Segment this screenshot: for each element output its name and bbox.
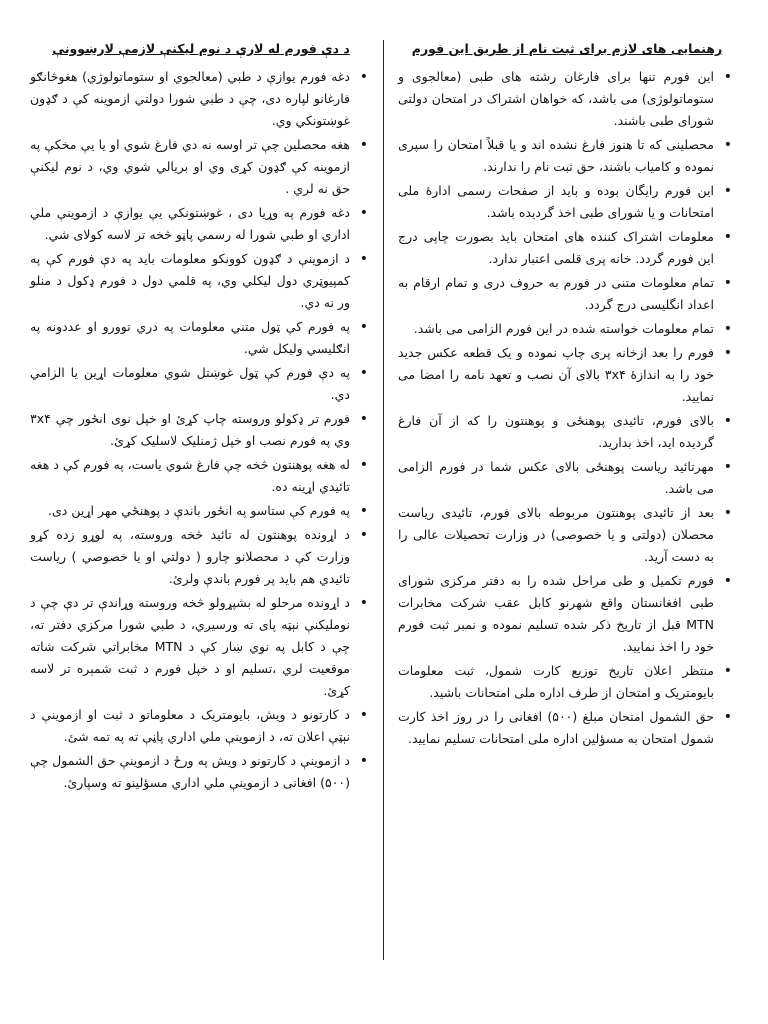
guideline-item: • د اړونده پوهنتون له تائید څخه وروسته، په لوړو زده کړو وزارت کې د محصلانو چارو ( دولتي او یا خصوصي ) ریاست تائیدي هم باید پر فورم باندې ولرئ. xyxy=(30,524,372,590)
guideline-item: • محصلینی که تا هنوز فارغ نشده اند و یا قبلاً امتحان را سپری نموده و کامیاب باشند، حق ثبت نام را ندارند. xyxy=(398,134,736,178)
guideline-item: • بالای فورم، تائیدی پوهنځی و پوهنتون را که از آن فارغ گردیده اید، اخذ بدارید. xyxy=(398,410,736,454)
guideline-item: • دغه فورم په وړیا دی ، غوښتونکي یې یوازې د ازموینې ملي اداري او طبي شورا له رسمي پاڼو څخه تر لاسه کولای شي. xyxy=(30,202,372,246)
guideline-item: • تمام معلومات متنی در فورم به حروف دری و تمام ارقام به اعداد انگلیسی درج گردد. xyxy=(398,272,736,316)
guideline-item: • این فورم تنها برای فارغان رشته های طبی (معالجوی و ستوماتولوژی) می باشد، که خواهان اشتراک در امتحان دولتی شورای طبی باشند. xyxy=(398,66,736,132)
guideline-item: • د ازموینې د ګډون کوونکو معلومات باید په دې فورم کې په کمپیوټري دول لیکلي وي، په قلمي دول د فورم ډکول د منلو ور نه دي. xyxy=(30,248,372,314)
dari-guidelines-column xyxy=(398,38,736,752)
guideline-item: • هغه محصلین چې تر اوسه نه دي فارغ شوي او یا یې مخکې په ازموینه کې ګډون کړی وي او بریالي شوي وي، د نوم لیکنې حق نه لري . xyxy=(30,134,372,200)
guideline-item: • فورم تر ډکولو وروسته چاپ کړئ او خپل نوی انځور چې ۳x۴ وي په فورم نصب او خپل ژمنلیک لاسلیک کړئ. xyxy=(30,408,372,452)
guideline-item: • له هغه پوهنتون څخه چې فارغ شوي یاست، په فورم کې د هغه تائیدي اړینه ده. xyxy=(30,454,372,498)
guideline-item: • بعد از تائیدی پوهنتون مربوطه بالای فورم، تائیدی ریاست محصلان (دولتی و یا خصوصی) در وزارت تحصیلات عالی را به دست آرید. xyxy=(398,502,736,568)
guideline-item: • فورم را بعد ازخانه پری چاپ نموده و یک قطعه عکس جدید خود را به اندازهٔ ۳x۴ بالای آن نصب و تعهد نامه را امضا می نمایید. xyxy=(398,342,736,408)
pashto-guidelines-list xyxy=(30,66,372,794)
guideline-item: • دغه فورم یوازې د طبي (معالجوي او ستوماتولوژي) هغوڅانګو فارغانو لپاره دی، چې د طبي شورا دولتي ازموینه کې د ګډون غوښتونکي وي. xyxy=(30,66,372,132)
pashto-guidelines-heading: د دې فورم له لارې د نوم لیکنې لازمې لارښوونې xyxy=(52,41,350,56)
guideline-item: • د اړونده مرحلو له بشپړولو څخه وروسته وړاندې تر دې چې د نوملیکنې نېټه پای ته ورسیږي، د طبي شورا مرکزي دفتر ته، چې د کابل په نوي ښار کې د MTN مخابراتي شرکت شاته موقعیت لري ،تسلیم او د خپل فورم د ثبت شمېره تر لاسه کړئ. xyxy=(30,592,372,702)
pashto-guidelines-column xyxy=(30,38,372,796)
guideline-item: • منتظر اعلان تاریخ توزیع کارت شمول، ثبت معلومات بایومتریک و امتحان از طرف اداره ملی امتحانات باشید. xyxy=(398,660,736,704)
guideline-item: • حق الشمول امتحان مبلغ (۵۰۰) افغانی را در روز اخذ کارت شمول امتحان به مسؤلین اداره ملی امتحانات تسلیم نمایید. xyxy=(398,706,736,750)
guideline-item: • په دې فورم کې ټول غوښتل شوي معلومات اړین یا الزامي دي. xyxy=(30,362,372,406)
guideline-item: • د ازموینې د کارتونو د ویش په ورځ د ازموینې حق الشمول چې (۵۰۰) افغانی د ازموینې ملي اداري مسؤلینو ته وسپارئ. xyxy=(30,750,372,794)
dari-guidelines-list xyxy=(398,66,736,750)
guideline-item: • مهرتائید ریاست پوهنځی بالای عکس شما در فورم الزامی می باشد. xyxy=(398,456,736,500)
guideline-item: • په فورم کې ستاسو په انځور باندې د پوهنځي مهر اړین دی. xyxy=(30,500,372,522)
column-divider xyxy=(383,40,384,960)
guideline-item: • این فورم رایگان بوده و باید از صفحات رسمی ادارهٔ ملی امتحانات و یا شورای طبی اخذ گردیده باشد. xyxy=(398,180,736,224)
guideline-item: • فورم تکمیل و طی مراحل شده را به دفتر مرکزی شورای طبی افغانستان واقع شهرنو کابل عقب شرکت مخابرات MTN قبل از تاریخ ذکر شده تسلیم نموده و نمبر ثبت فورم خود را اخذ نمایید. xyxy=(398,570,736,658)
guideline-item: • معلومات اشتراک کننده های امتحان باید بصورت چاپی درج این فورم گردد. خانه پری قلمی اعتبار ندارد. xyxy=(398,226,736,270)
dari-guidelines-heading: رهنمایی های لازم برای ثبت نام از طریق این فورم xyxy=(411,41,723,56)
guideline-item: • په فورم کې ټول متني معلومات په دري توورو او عددونه په انګلیسي ولیکل شي. xyxy=(30,316,372,360)
guideline-item: • تمام معلومات خواسته شده در این فورم الزامی می باشد. xyxy=(398,318,736,340)
guideline-item: • د کارتونو د ویش، بایومتریک د معلوماتو د ثبت او ازموینې د نېټې اعلان ته، د ازموینې ملي اداري پاڼې ته په تمه شئ. xyxy=(30,704,372,748)
